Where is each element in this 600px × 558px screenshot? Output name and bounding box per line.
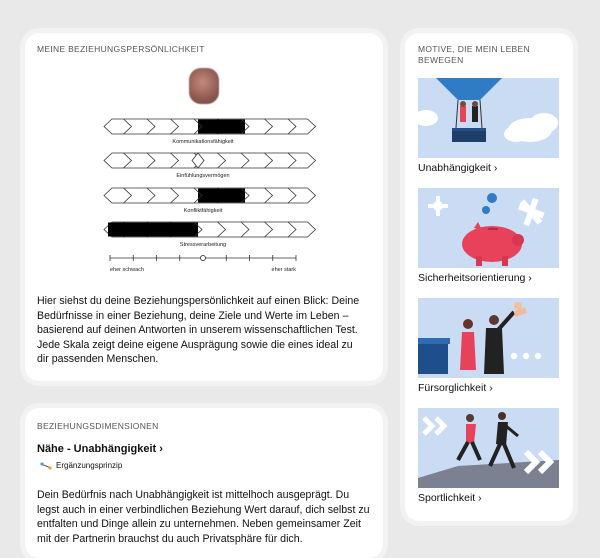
motive-link-sicherheitsorientierung[interactable]: Sicherheitsorientierung › xyxy=(418,272,532,284)
motives-title-line1: MOTIVE, DIE MEIN LEBEN xyxy=(418,44,530,54)
scale-label: Stressverarbeitung xyxy=(179,242,227,248)
motive-link-sportlichkeit[interactable]: Sportlichkeit › xyxy=(418,492,482,504)
axis-center-marker xyxy=(200,255,205,260)
motive-image-running[interactable] xyxy=(418,408,559,488)
motive-image-balloon[interactable] xyxy=(418,78,559,158)
scale-fill-bar xyxy=(108,223,198,237)
motive-link-fuersorglichkeit[interactable]: Fürsorglichkeit › xyxy=(418,382,493,394)
dimension-link-naehe[interactable]: Nähe - Unabhängigkeit › xyxy=(37,443,163,455)
scale-outline xyxy=(104,153,316,168)
axis-label-strong: eher stark xyxy=(271,267,296,273)
scale-fill-bar xyxy=(198,189,245,203)
motive-link-unabhaengigkeit[interactable]: Unabhängigkeit › xyxy=(418,162,498,174)
motive-image-piggy[interactable] xyxy=(418,188,559,268)
scale-label: Konfliktfähigkeit xyxy=(183,208,223,214)
scale-row-2 xyxy=(104,188,316,214)
scale-row-3 xyxy=(104,222,316,248)
dimension-subtitle-text: Ergänzungsprinzip xyxy=(56,461,123,470)
motives-title-line2: BEWEGEN xyxy=(418,55,464,65)
scale-row-0 xyxy=(104,119,316,145)
complement-icon xyxy=(40,462,52,470)
dimension-description: Dein Bedürfnis nach Unabhängigkeit ist mittelhoch ausgeprägt. Du legst auch in einer verbindlichen Beziehung Wert darauf, dich selbst zu entfalten und Dinge allein zu unternehmen. Neben gemeinsamer Zeit mit der Partnerin brauchst du auch Privatsphäre für dich. xyxy=(37,489,370,545)
dimensions-section-title: BEZIEHUNGSDIMENSIONEN xyxy=(37,421,159,431)
personality-section-title: MEINE BEZIEHUNGSPERSÖNLICHKEIT xyxy=(37,44,205,54)
scale-label: Kommunikationsfähigkeit xyxy=(172,139,234,145)
scale-axis xyxy=(110,255,296,273)
scale-row-1 xyxy=(104,153,316,179)
motive-image-family[interactable] xyxy=(418,298,559,378)
personality-description: Hier siehst du deine Beziehungspersönlichkeit auf einen Blick: Deine Bedürfnisse in einer Beziehung, deine Ziele und Werte im Leben – basierend auf deinen Antworten in unserem wissenschaftlichen Test. Jede Skala zeigt deine eigene Ausprägung sowie die eines ideal zu dir passenden Menschen. xyxy=(37,295,360,366)
axis-label-weak: eher schwach xyxy=(110,267,144,273)
scale-fill-bar xyxy=(198,120,245,134)
scale-label: Einfühlungsvermögen xyxy=(176,173,230,179)
motives-section-title xyxy=(418,44,530,66)
dimension-subtitle xyxy=(40,461,122,470)
